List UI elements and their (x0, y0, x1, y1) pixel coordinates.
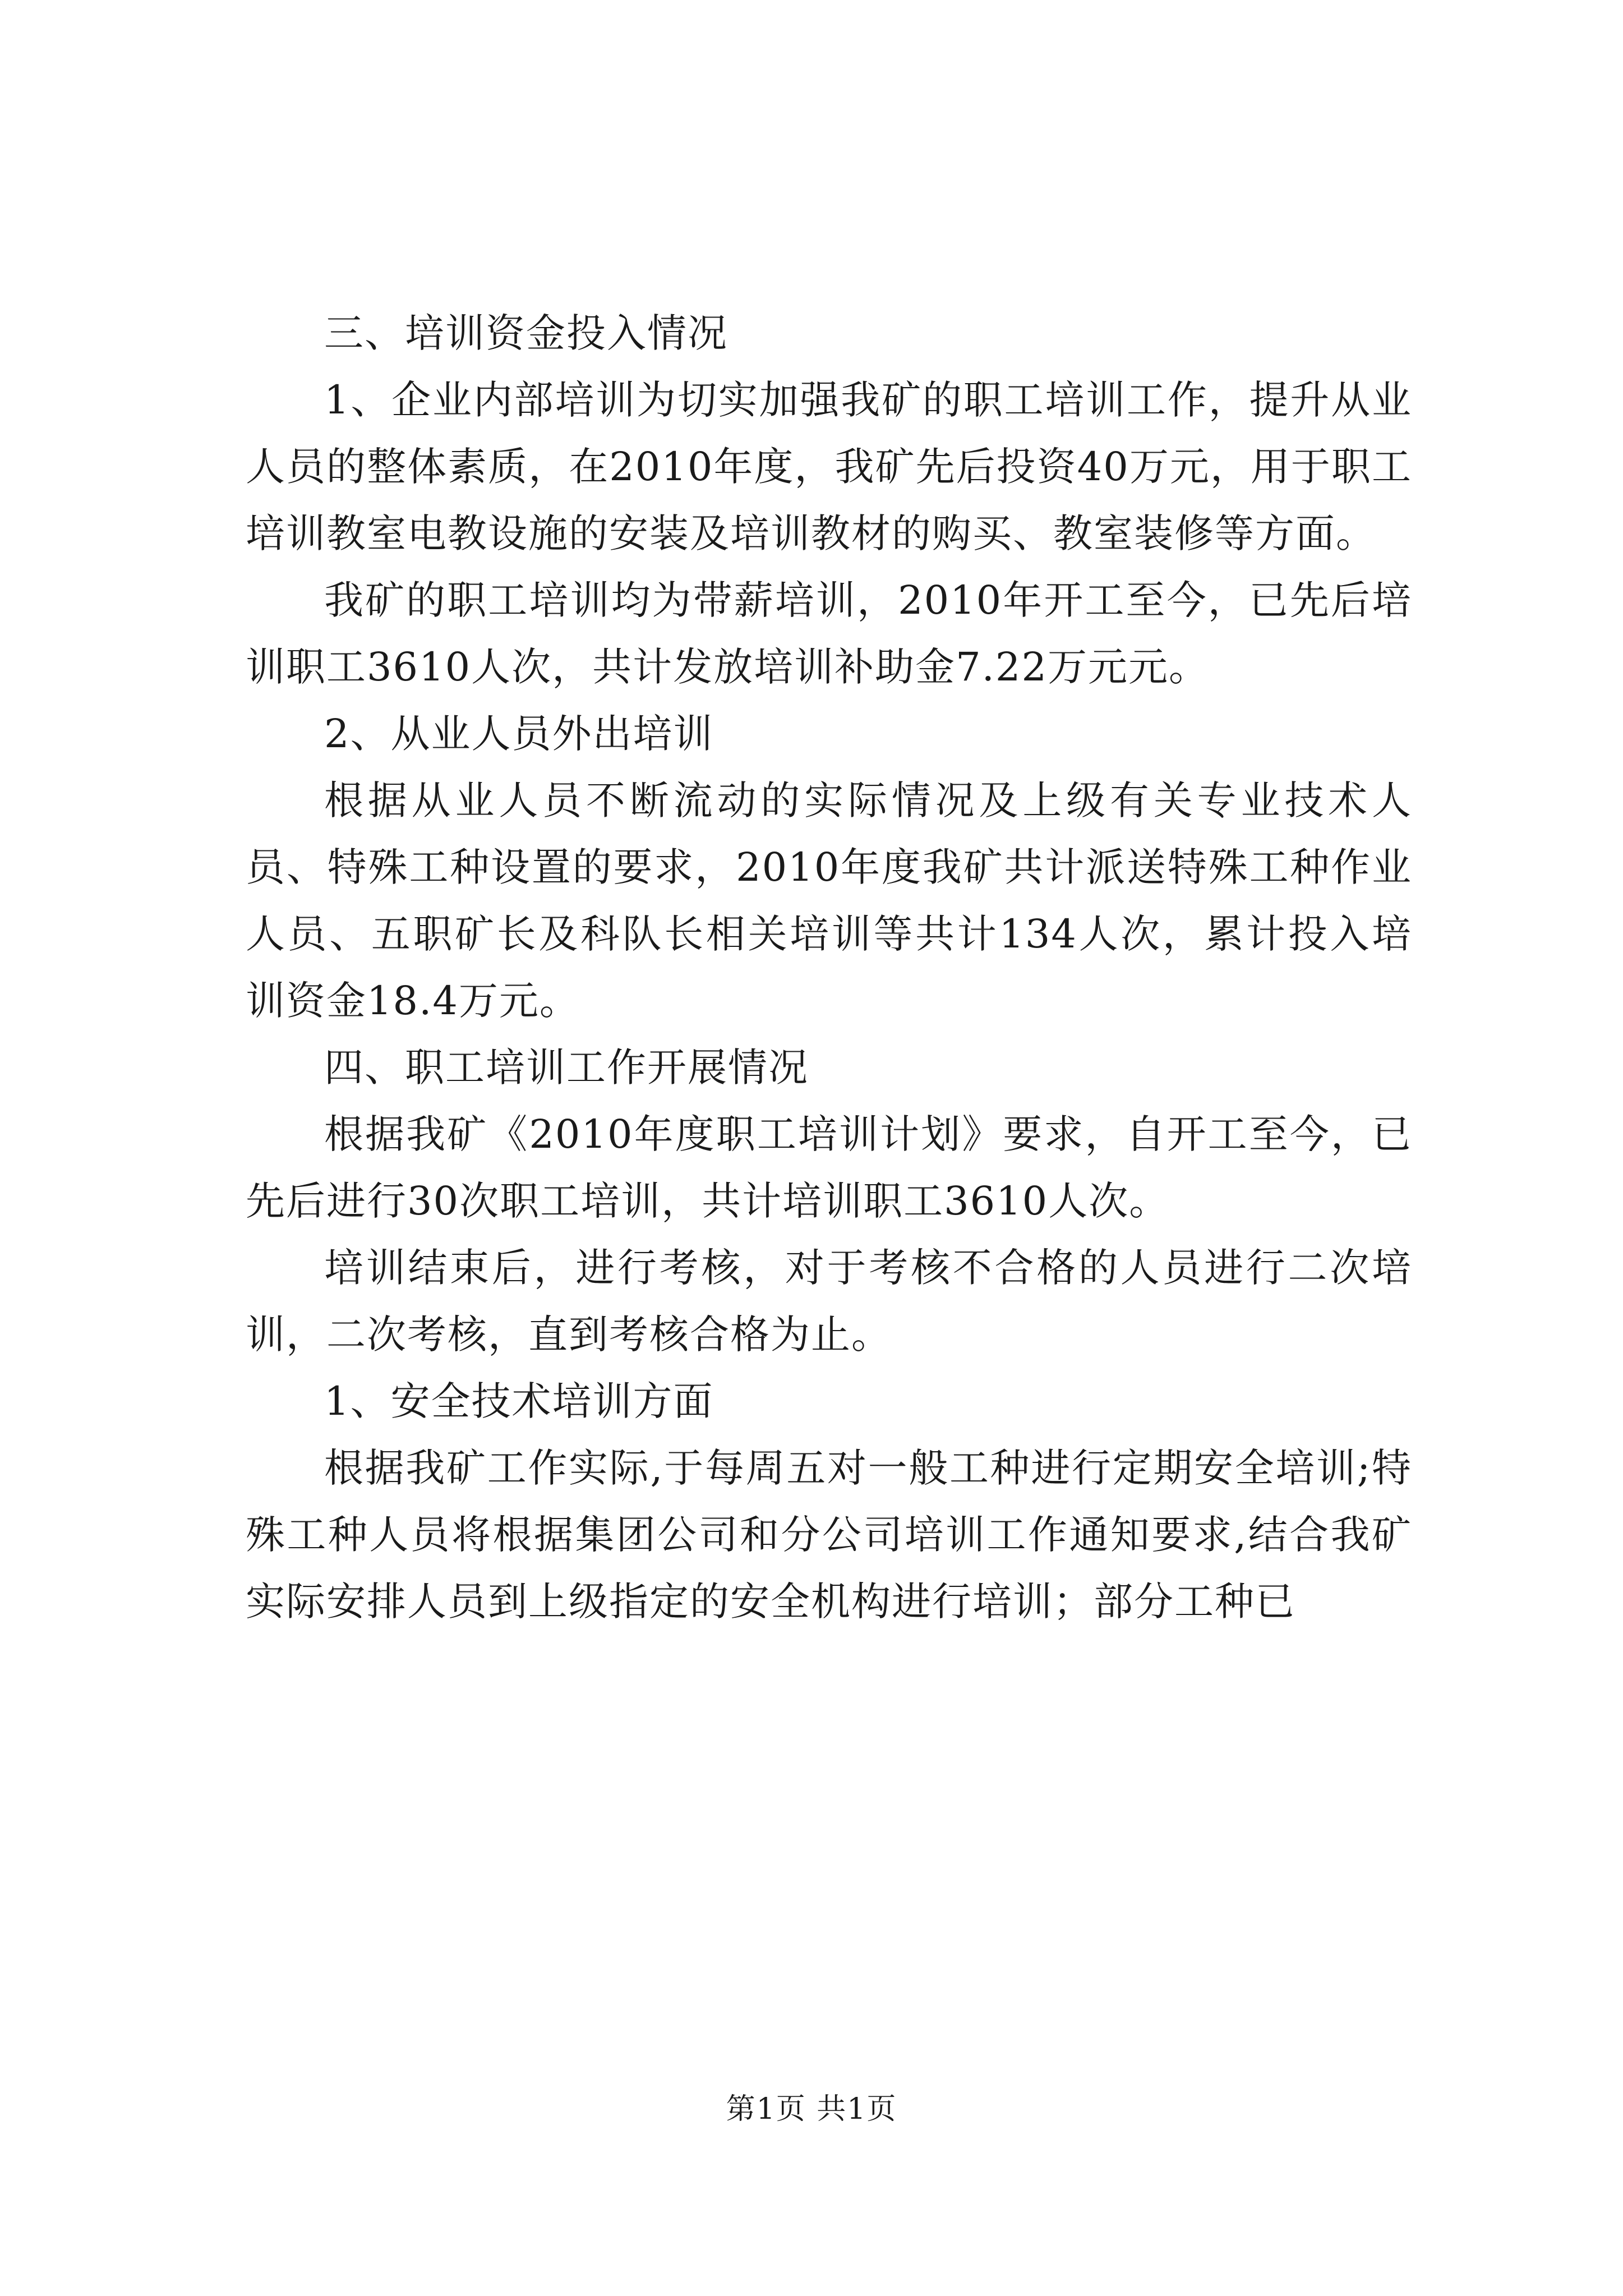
subheading-external-training: 2、从业人员外出培训 (324, 711, 714, 757)
paragraph-external-training: 根据从业人员不断流动的实际情况及上级有关专业技术人员、特殊工种设置的要求，2010年度我矿共计派送特殊工种作业人员、五职矿长及科队长相关培训等共计134人次，累计投入培训资金18.4万元。 (246, 777, 1412, 1024)
section-heading-funding: 三、培训资金投入情况 (324, 310, 728, 356)
paragraph-assessment: 培训结束后，进行考核，对于考核不合格的人员进行二次培训，二次考核，直到考核合格为止。 (246, 1245, 1412, 1358)
paragraph-internal-training: 1、企业内部培训为切实加强我矿的职工培训工作，提升从业人员的整体素质，在2010年度，我矿先后投资40万元，用于职工培训教室电教设施的安装及培训教材的购买、教室装修等方面。 (246, 377, 1412, 556)
paragraph-safety-training: 根据我矿工作实际,于每周五对一般工种进行定期安全培训;特殊工种人员将根据集团公司和分公司培训工作通知要求,结合我矿实际安排人员到上级指定的安全机构进行培训；部分工种已 (246, 1445, 1412, 1625)
subheading-safety-training: 1、安全技术培训方面 (324, 1378, 714, 1424)
paragraph-paid-training: 我矿的职工培训均为带薪培训，2010年开工至今，已先后培训职工3610人次，共计发放培训补助金7.22万元元。 (246, 577, 1412, 690)
paragraph-training-plan: 根据我矿《2010年度职工培训计划》要求，自开工至今，已先后进行30次职工培训，共计培训职工3610人次。 (246, 1111, 1412, 1224)
page-footer: 第1页 共1页 (726, 2092, 897, 2126)
section-heading-training-progress: 四、职工培训工作开展情况 (324, 1045, 809, 1091)
document-body (246, 300, 1412, 1635)
